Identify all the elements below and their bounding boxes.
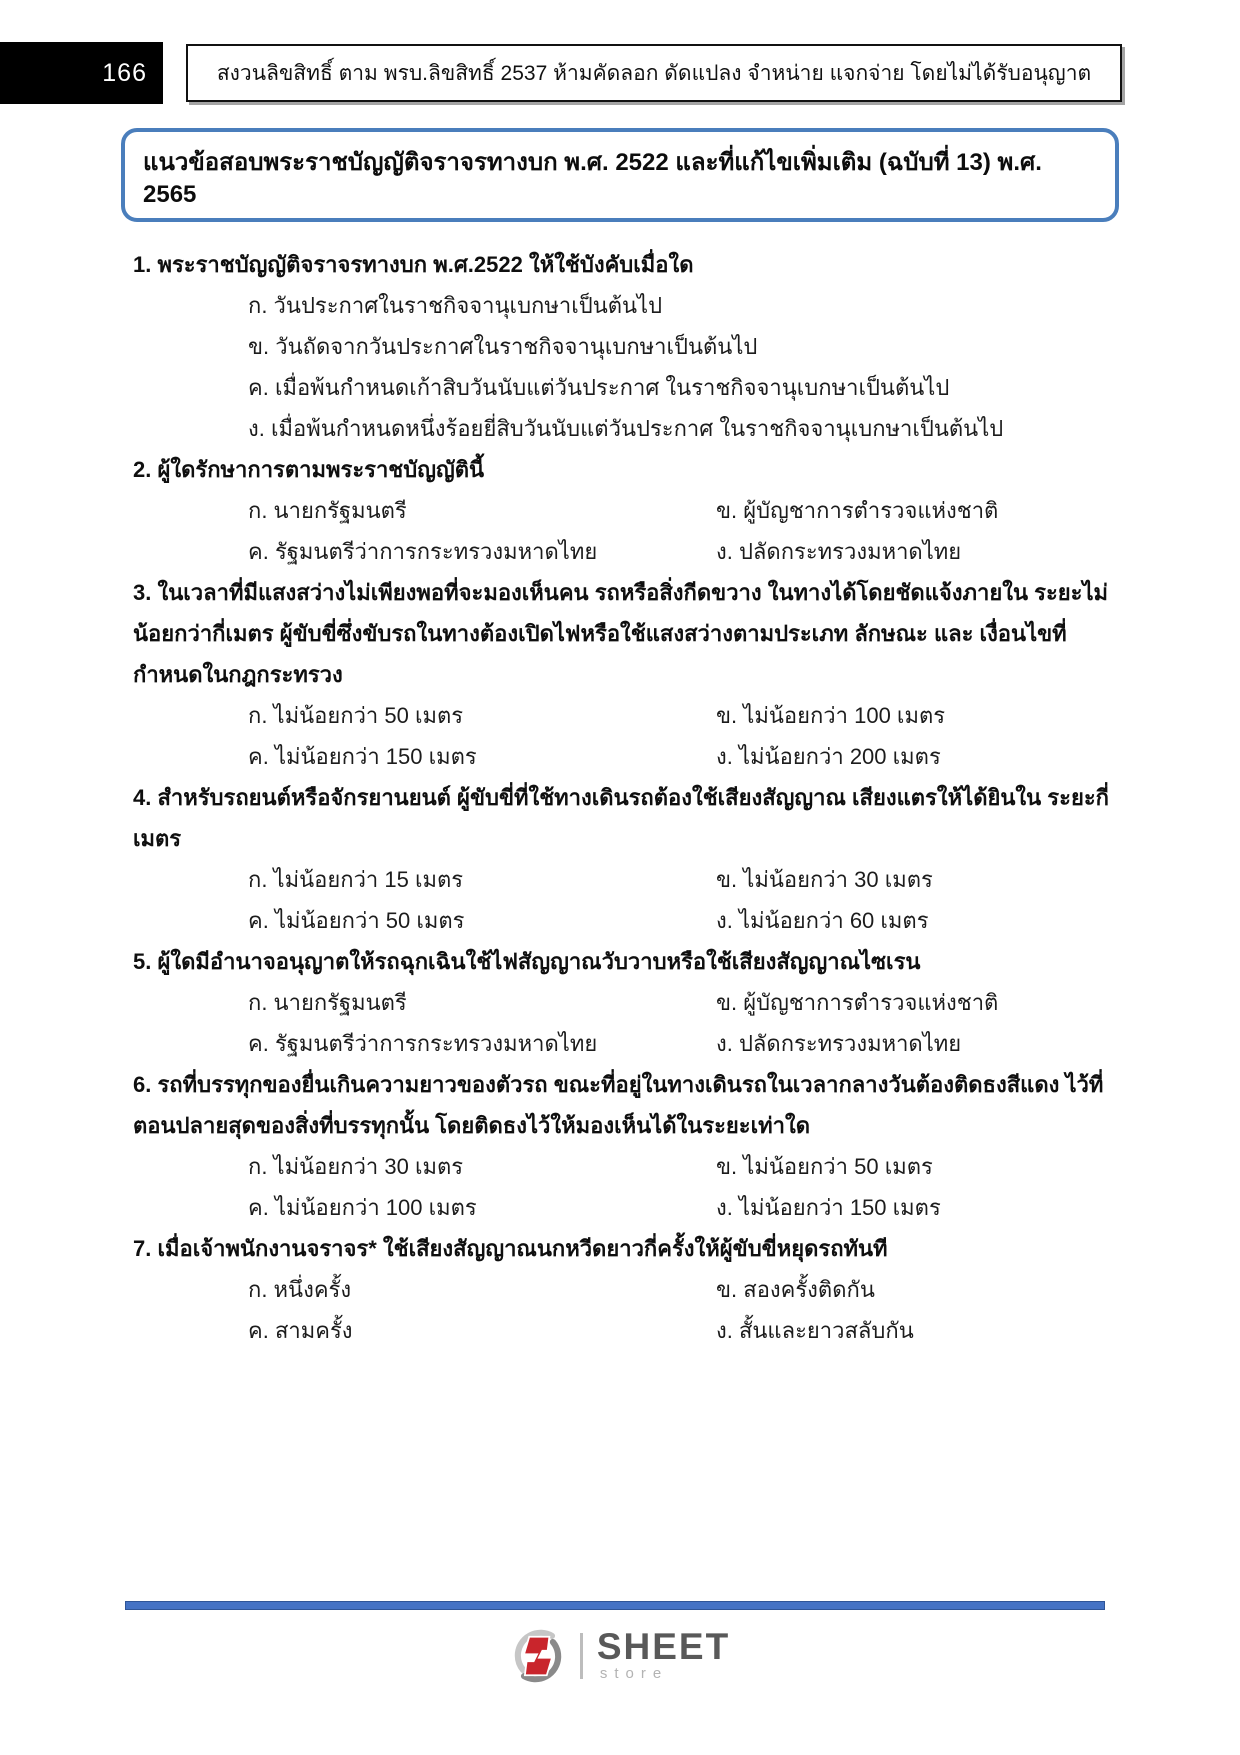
option-b: ข. ไม่น้อยกว่า 100 เมตร (716, 703, 946, 728)
questions-area (133, 244, 1110, 1351)
exam-title-box (121, 128, 1119, 222)
exam-title: แนวข้อสอบพระราชบัญญัติจราจรทางบก พ.ศ. 2522 และที่แก้ไขเพิ่มเติม (ฉบับที่ 13) พ.ศ. 2565 (143, 148, 1042, 208)
page-header (0, 42, 1240, 104)
brand-name: SHEET (596, 1626, 731, 1667)
question-1 (133, 244, 1110, 449)
question-5 (133, 941, 1110, 1064)
option-b: ข. วันถัดจากวันประกาศในราชกิจจานุเบกษาเป็นต้นไป (248, 334, 758, 359)
question-text: 6. รถที่บรรทุกของยื่นเกินความยาวของตัวรถ ขณะที่อยู่ในทางเดินรถในเวลากลางวันต้องติดธงสีแดง ไว้ที่ตอนปลายสุดของสิ่งที่บรรทุกนั้น โดยติดธงไว้ให้มองเห็นได้ในระยะเท่าใด (133, 1072, 1104, 1138)
option-d: ง. ปลัดกระทรวงมหาดไทย (716, 539, 962, 564)
question-4 (133, 777, 1110, 941)
option-c: ค. สามครั้ง (248, 1318, 353, 1343)
option-d: ง. สั้นและยาวสลับกัน (716, 1318, 914, 1343)
question-options (133, 490, 1110, 572)
option-d: ง. ปลัดกระทรวงมหาดไทย (716, 1031, 962, 1056)
question-2 (133, 449, 1110, 572)
question-options (133, 982, 1110, 1064)
brand-block (596, 1626, 731, 1683)
question-3 (133, 572, 1110, 777)
question-text: 5. ผู้ใดมีอำนาจอนุญาตให้รถฉุกเฉินใช้ไฟสัญญาณวับวาบหรือใช้เสียงสัญญาณไซเรน (133, 949, 921, 974)
option-a: ก. ไม่น้อยกว่า 30 เมตร (248, 1154, 464, 1179)
option-a: ก. หนึ่งครั้ง (248, 1277, 352, 1302)
option-c: ค. รัฐมนตรีว่าการกระทรวงมหาดไทย (248, 1031, 598, 1056)
question-text: 4. สำหรับรถยนต์หรือจักรยานยนต์ ผู้ขับขี่ที่ใช้ทางเดินรถต้องใช้เสียงสัญญาณ เสียงแตรให้ได้ยินใน ระยะกี่เมตร (133, 785, 1109, 851)
option-b: ข. ผู้บัญชาการตำรวจแห่งชาติ (716, 498, 999, 523)
option-d: ง. เมื่อพ้นกำหนดหนึ่งร้อยยี่สิบวันนับแต่วันประกาศ ในราชกิจจานุเบกษาเป็นต้นไป (248, 416, 1004, 441)
brand-subtitle: store (599, 1665, 669, 1682)
footer-divider-bar (125, 1601, 1105, 1610)
option-c: ค. เมื่อพ้นกำหนดเก้าสิบวันนับแต่วันประกาศ ในราชกิจจานุเบกษาเป็นต้นไป (248, 375, 950, 400)
sheet-store-logo (0, 1628, 1240, 1684)
question-text: 3. ในเวลาที่มีแสงสว่างไม่เพียงพอที่จะมองเห็นคน รถหรือสิ่งกีดขวาง ในทางได้โดยชัดแจ้งภายใน ระยะไม่น้อยกว่ากี่เมตร ผู้ขับขี่ซึ่งขับรถในทางต้องเปิดไฟหรือใช้แสงสว่างตามประเภท ลักษณะ และ เงื่อนไขที่กำหนดในกฎกระทรวง (133, 580, 1109, 687)
question-options (133, 1146, 1110, 1228)
page-number: 166 (0, 42, 163, 104)
option-c: ค. รัฐมนตรีว่าการกระทรวงมหาดไทย (248, 539, 598, 564)
option-c: ค. ไม่น้อยกว่า 150 เมตร (248, 744, 477, 769)
option-b: ข. ผู้บัญชาการตำรวจแห่งชาติ (716, 990, 999, 1015)
option-a: ก. ไม่น้อยกว่า 15 เมตร (248, 867, 464, 892)
option-a: ก. ไม่น้อยกว่า 50 เมตร (248, 703, 464, 728)
question-text: 2. ผู้ใดรักษาการตามพระราชบัญญัตินี้ (133, 457, 485, 482)
logo-divider (580, 1633, 583, 1679)
question-options (133, 1269, 1110, 1351)
option-a: ก. วันประกาศในราชกิจจานุเบกษาเป็นต้นไป (248, 293, 663, 318)
option-b: ข. สองครั้งติดกัน (716, 1277, 875, 1302)
option-a: ก. นายกรัฐมนตรี (248, 498, 407, 523)
option-a: ก. นายกรัฐมนตรี (248, 990, 407, 1015)
option-b: ข. ไม่น้อยกว่า 50 เมตร (716, 1154, 933, 1179)
question-6 (133, 1064, 1110, 1228)
copyright-notice: สงวนลิขสิทธิ์ ตาม พรบ.ลิขสิทธิ์ 2537 ห้ามคัดลอก ดัดแปลง จำหน่าย แจกจ่าย โดยไม่ได้รับอนุญาต (186, 44, 1122, 102)
option-d: ง. ไม่น้อยกว่า 200 เมตร (716, 744, 941, 769)
question-options (133, 695, 1110, 777)
option-d: ง. ไม่น้อยกว่า 60 เมตร (716, 908, 929, 933)
option-c: ค. ไม่น้อยกว่า 100 เมตร (248, 1195, 477, 1220)
question-options (133, 285, 1110, 449)
option-c: ค. ไม่น้อยกว่า 50 เมตร (248, 908, 465, 933)
question-7 (133, 1228, 1110, 1351)
option-b: ข. ไม่น้อยกว่า 30 เมตร (716, 867, 933, 892)
option-d: ง. ไม่น้อยกว่า 150 เมตร (716, 1195, 941, 1220)
question-text: 1. พระราชบัญญัติจราจรทางบก พ.ศ.2522 ให้ใช้บังคับเมื่อใด (133, 252, 694, 277)
question-text: 7. เมื่อเจ้าพนักงานจราจร* ใช้เสียงสัญญาณนกหวีดยาวกี่ครั้งให้ผู้ขับขี่หยุดรถทันที (133, 1236, 888, 1261)
s-logo-icon (510, 1628, 566, 1684)
question-options (133, 859, 1110, 941)
